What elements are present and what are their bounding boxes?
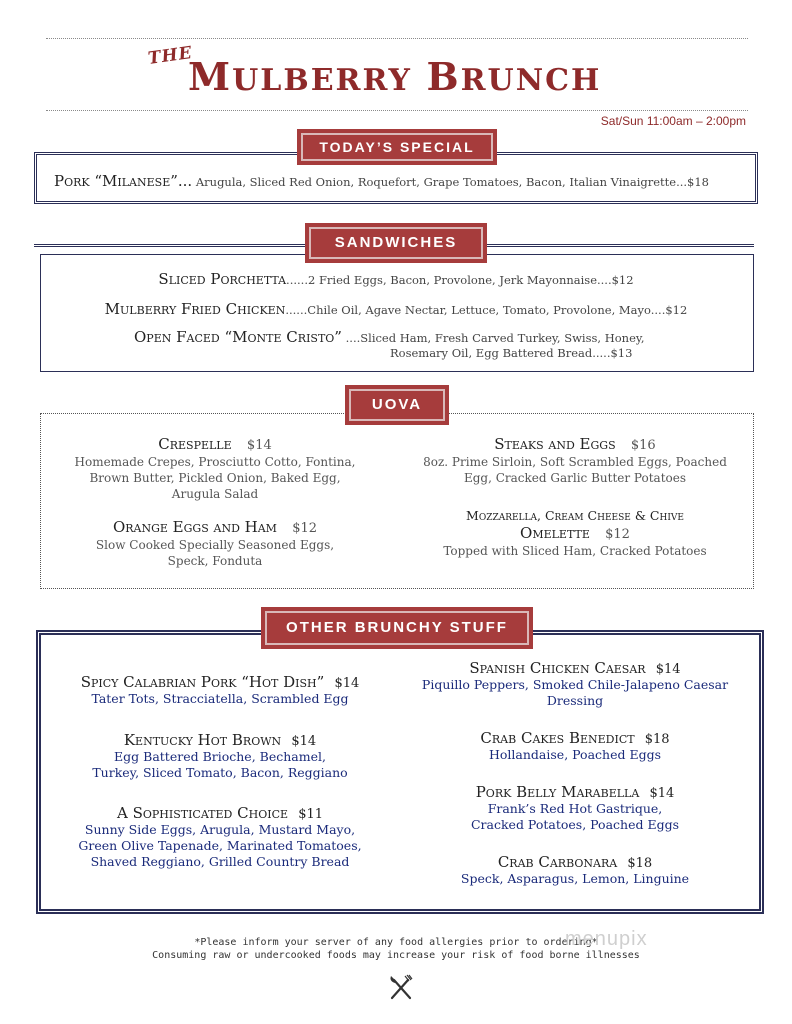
- item-name: Spicy Calabrian Pork “Hot Dish”: [80, 673, 325, 691]
- item-desc: Tater Tots, Stracciatella, Scrambled Egg: [91, 691, 349, 706]
- item-desc: Egg, Cracked Garlic Butter Potatoes: [463, 471, 687, 485]
- item-price: $18: [627, 856, 653, 871]
- other-item: [400, 658, 750, 709]
- other-item: [50, 672, 390, 707]
- item-price: $12: [605, 527, 630, 542]
- uova-item: [400, 434, 750, 486]
- item-desc: Sunny Side Eggs, Arugula, Mustard Mayo,: [84, 822, 356, 837]
- special-banner: TODAY’S SPECIAL: [298, 130, 496, 164]
- sandwich-item: [134, 328, 645, 346]
- other-banner: OTHER BRUNCHY STUFF: [262, 608, 532, 648]
- top-rule: [46, 38, 748, 39]
- item-name: Orange Eggs and Ham: [112, 518, 277, 536]
- item-desc: Shaved Reggiano, Grilled Country Bread: [90, 854, 350, 869]
- item-desc: Cracked Potatoes, Poached Eggs: [470, 817, 679, 832]
- sandwich-name: Mulberry Fried Chicken: [104, 300, 286, 318]
- sandwich-desc: ......Chile Oil, Agave Nectar, Lettuce, Tomato, Provolone, Mayo....$12: [285, 303, 688, 317]
- item-desc: Brown Butter, Pickled Onion, Baked Egg,: [89, 471, 341, 485]
- item-price: $14: [334, 676, 360, 691]
- sandwich-item: [40, 270, 752, 288]
- item-name: Kentucky Hot Brown: [123, 731, 282, 749]
- item-price: $14: [291, 734, 317, 749]
- item-desc: Turkey, Sliced Tomato, Bacon, Reggiano: [92, 765, 348, 780]
- sandwich-desc: ......2 Fried Eggs, Bacon, Provolone, Jerk Mayonnaise....$12: [286, 273, 634, 287]
- uova-item: [400, 508, 750, 559]
- item-name: Mozzarella, Cream Cheese & Chive: [466, 508, 684, 523]
- sandwich-name: Sliced Porchetta: [158, 270, 287, 288]
- item-desc: Hollandaise, Poached Eggs: [489, 747, 661, 762]
- other-item: [400, 782, 750, 833]
- item-name: Crespelle: [158, 435, 232, 453]
- watermark: menupix: [565, 928, 648, 950]
- item-price: $12: [292, 521, 318, 536]
- item-price: $14: [246, 438, 272, 453]
- item-desc: Slow Cooked Specially Seasoned Eggs,: [95, 538, 335, 552]
- item-desc: Arugula Salad: [171, 487, 259, 501]
- item-price: $14: [655, 662, 681, 677]
- item-price: $18: [644, 732, 670, 747]
- special-desc: Arugula, Sliced Red Onion, Roquefort, Grape Tomatoes, Bacon, Italian Vinaigrette...$18: [192, 175, 710, 189]
- uova-banner: UOVA: [346, 386, 448, 424]
- item-name: Spanish Chicken Caesar: [469, 659, 646, 677]
- title-rule: [46, 110, 748, 111]
- uova-item: [50, 434, 380, 502]
- item-name: Steaks and Eggs: [494, 435, 616, 453]
- item-desc: Homemade Crepes, Prosciutto Cotto, Fontina,: [74, 455, 356, 469]
- title-the: THE: [146, 42, 194, 70]
- item-desc: Green Olive Tapenade, Marinated Tomatoes,: [78, 838, 362, 853]
- item-desc: Speck, Fonduta: [167, 554, 263, 568]
- other-item: [400, 728, 750, 763]
- page-title: MULBERRY BRUNCH: [188, 54, 602, 99]
- sandwich-desc: ....Sliced Ham, Fresh Carved Turkey, Swiss, Honey,: [341, 331, 645, 345]
- sandwiches-banner: SANDWICHES: [306, 224, 486, 262]
- allergy-notice: *Please inform your server of any food allergies prior to ordering*: [194, 937, 598, 948]
- raw-food-warning: Consuming raw or undercooked foods may increase your risk of food borne illnesses: [152, 950, 640, 961]
- special-name: Pork “Milanese”...: [54, 172, 193, 190]
- item-desc: Dressing: [546, 693, 604, 708]
- item-name: Crab Carbonara: [497, 853, 618, 871]
- item-desc: Egg Battered Brioche, Bechamel,: [114, 749, 326, 764]
- other-item: [50, 803, 390, 870]
- uova-item: [50, 517, 380, 569]
- item-price: $11: [298, 807, 324, 822]
- item-price: $14: [649, 786, 675, 801]
- special-item: [54, 172, 709, 190]
- sandwich-item: [40, 300, 752, 318]
- masthead: [0, 40, 792, 110]
- item-price: $16: [630, 438, 656, 453]
- sandwich-name: Open Faced “Monte Cristo”: [134, 328, 342, 346]
- fork-knife-icon: [386, 972, 416, 1002]
- hours: Sat/Sun 11:00am – 2:00pm: [600, 114, 746, 128]
- other-item: [50, 730, 390, 781]
- item-desc: Speck, Asparagus, Lemon, Linguine: [460, 871, 690, 886]
- item-desc: 8oz. Prime Sirloin, Soft Scrambled Eggs, Poached: [423, 455, 727, 469]
- item-name: Crab Cakes Benedict: [480, 729, 635, 747]
- sandwich-desc-cont: Rosemary Oil, Egg Battered Bread.....$13: [390, 346, 633, 360]
- item-name: Pork Belly Marabella: [475, 783, 640, 801]
- item-name-cont: Omelette: [520, 524, 590, 542]
- item-desc: Frank’s Red Hot Gastrique,: [487, 801, 663, 816]
- other-item: [400, 852, 750, 887]
- item-name: A Sophisticated Choice: [116, 804, 289, 822]
- item-desc: Piquillo Peppers, Smoked Chile-Jalapeno Caesar: [421, 677, 729, 692]
- item-desc: Topped with Sliced Ham, Cracked Potatoes: [443, 544, 707, 558]
